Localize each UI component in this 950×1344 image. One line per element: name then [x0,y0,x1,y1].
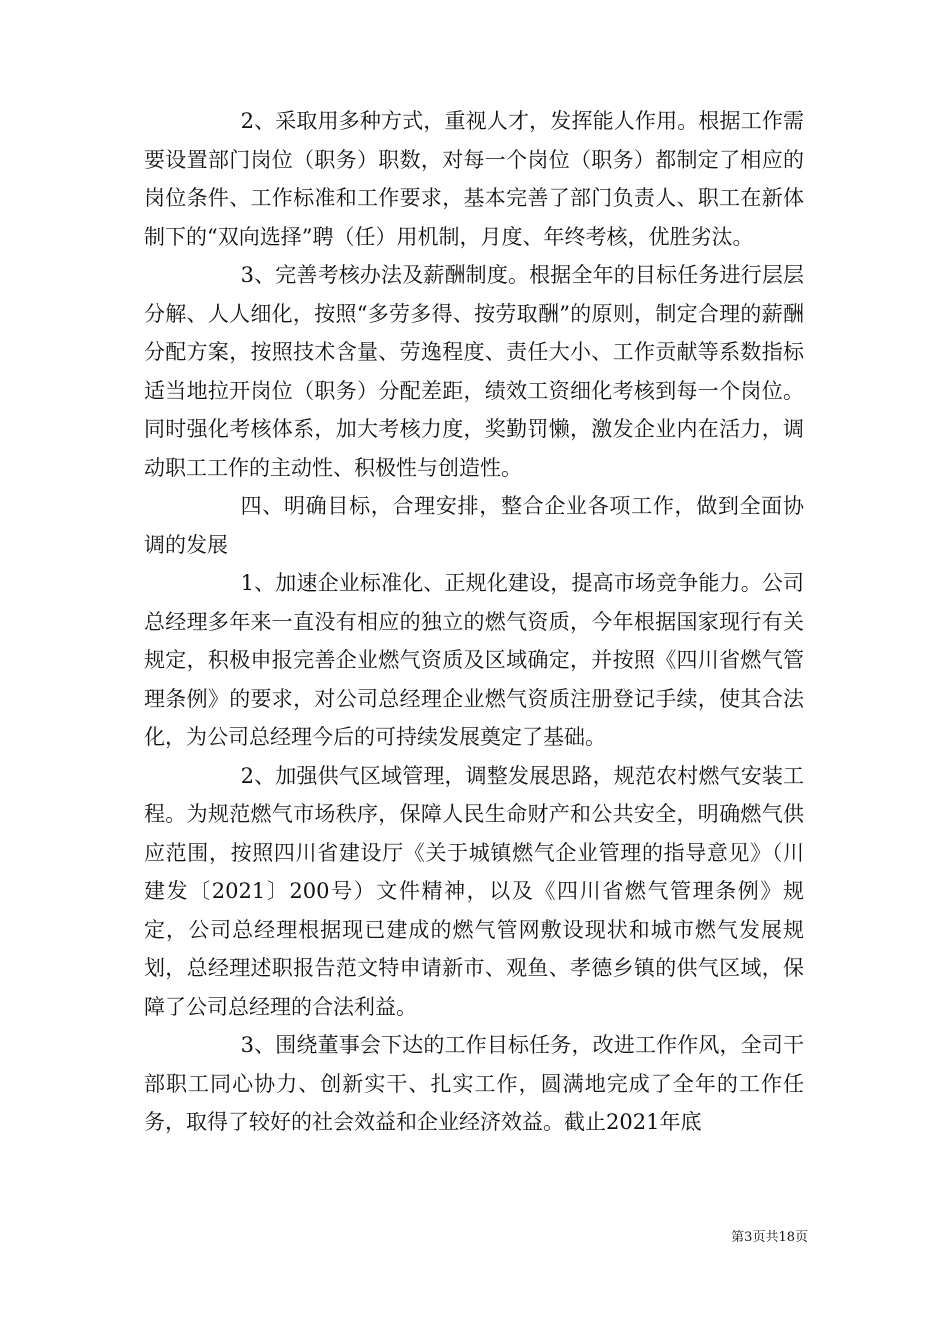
paragraph: 2、加强供气区域管理，调整发展思路，规范农村燃气安装工程。为规范燃气市场秩序，保障人民生命财产和公共安全，明确燃气供应范围，按照四川省建设厅《关于城镇燃气企业管理的指导意见》（川建发〔2021〕200号）文件精神，以及《四川省燃气管理条例》规定，公司总经理根据现已建成的燃气管网敷设现状和城市燃气发展规划，总经理述职报告范文特申请新市、观鱼、孝德乡镇的供气区域，保障了公司总经理的合法利益。 [144,763,804,1019]
paragraph: 3、完善考核办法及薪酬制度。根据全年的目标任务进行层层分解、人人细化，按照“多劳多得、按劳取酬”的原则，制定合理的薪酬分配方案，按照技术含量、劳逸程度、责任大小、工作贡献等系数指标适当地拉开岗位（职务）分配差距，绩效工资细化考核到每一个岗位。同时强化考核体系，加大考核力度，奖勤罚懒，激发企业内在活力，调动职工工作的主动性、积极性与创造性。 [144,263,804,480]
paragraph: 1、加速企业标准化、正规化建设，提高市场竞争能力。公司总经理多年来一直没有相应的独立的燃气资质，今年根据国家现行有关规定，积极申报完善企业燃气资质及区域确定，并按照《四川省燃气管理条例》的要求，对公司总经理企业燃气资质注册登记手续，使其合法化，为公司总经理今后的可持续发展奠定了基础。 [144,571,804,749]
paragraph: 2、采取用多种方式，重视人才，发挥能人作用。根据工作需要设置部门岗位（职务）职数，对每一个岗位（职务）都制定了相应的岗位条件、工作标准和工作要求，基本完善了部门负责人、职工在新体制下的“双向选择”聘（任）用机制，月度、年终考核，优胜劣汰。 [144,109,804,249]
page-number: 第3页共18页 [731,1230,808,1245]
section-heading: 四、明确目标，合理安排，整合企业各项工作，做到全面协调的发展 [144,494,804,557]
body-text [144,102,804,1142]
paragraph: 3、围绕董事会下达的工作目标任务，改进工作作风，全司干部职工同心协力、创新实干、扎实工作，圆满地完成了全年的工作任务，取得了较好的社会效益和企业经济效益。截止2021年底 [144,1033,804,1134]
